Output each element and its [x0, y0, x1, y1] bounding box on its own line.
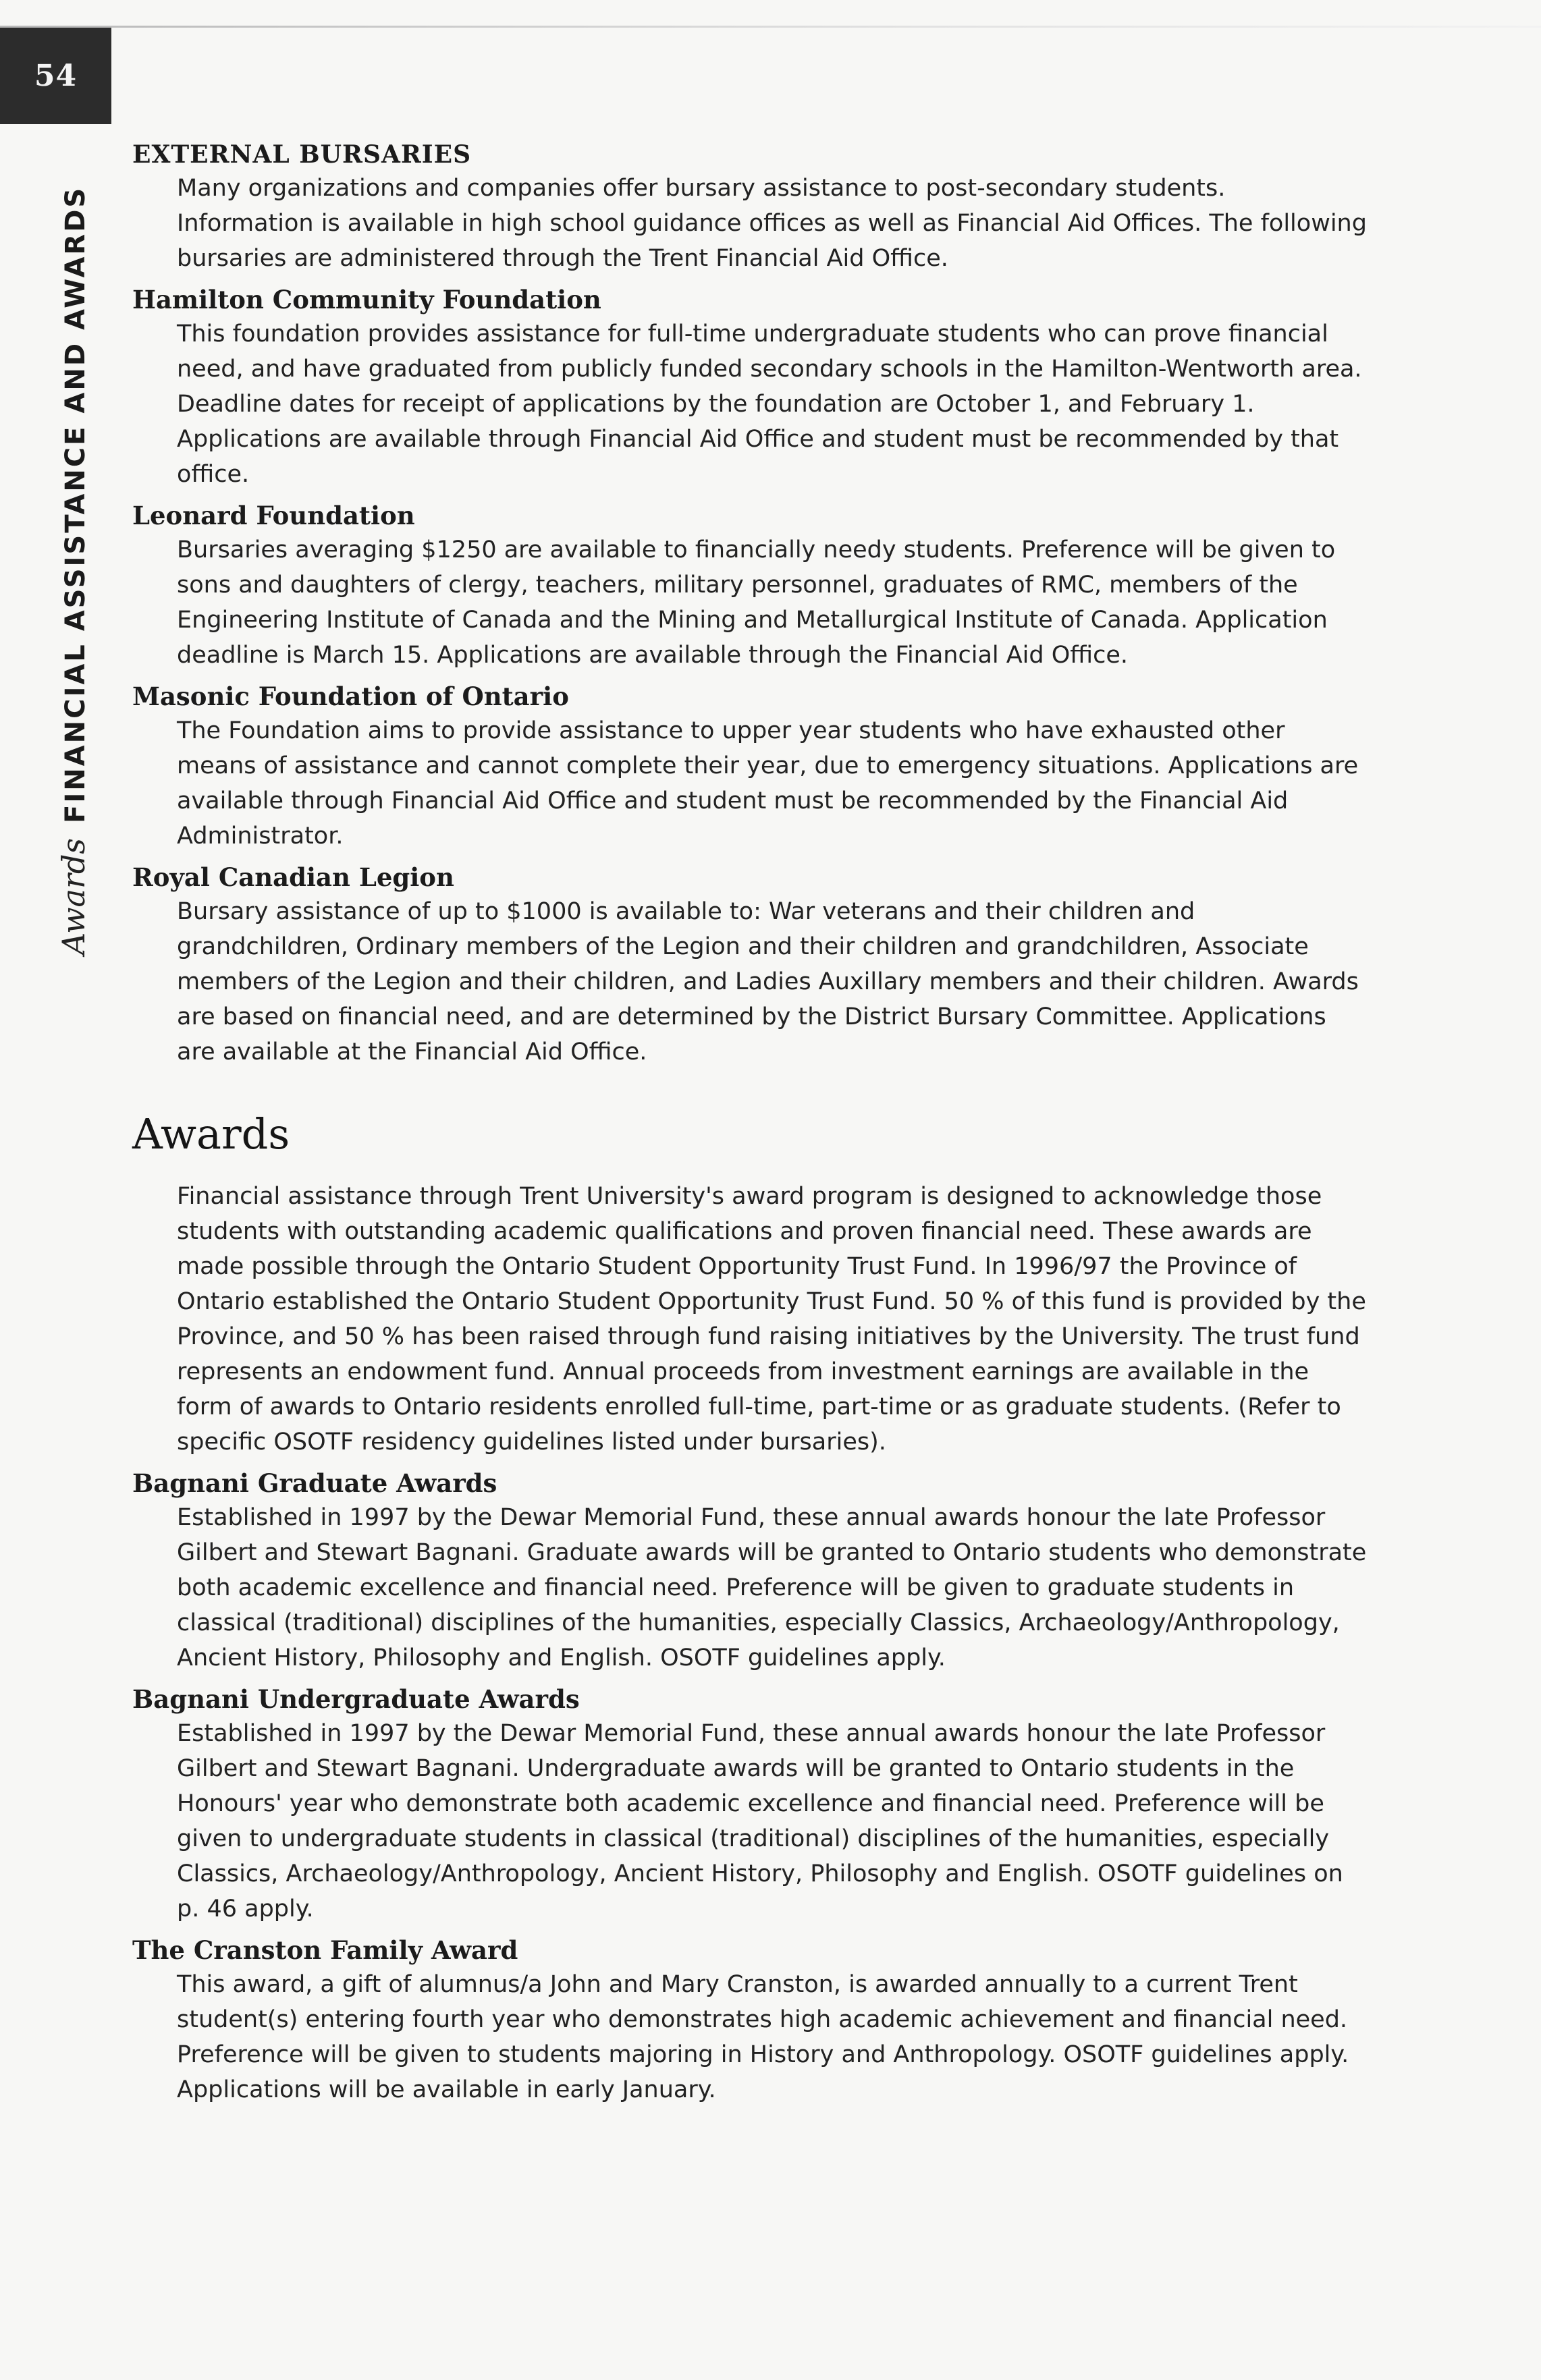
award-entry — [132, 1933, 1368, 2107]
external-bursaries-intro: Many organizations and companies offer bursary assistance to post-secondary students. Information is available in high school guidance offices as well as Financial Aid Offices. The following bursaries are administered through the Trent Financial Aid Office. — [177, 175, 1367, 272]
bursary-text: Bursary assistance of up to $1000 is available to: War veterans and their children and grandchildren, Ordinary members of the Legion and their children and grandchildren, Associate members of the Legion and their children, and Ladies Auxillary members and their children. Awards are based on financial need, and are determined by the District Bursary Committee. Applications are available at the Financial Aid Office. — [177, 898, 1359, 1066]
awards-section — [132, 1107, 1368, 2107]
page-number-tab — [0, 28, 111, 124]
bursary-title: Hamilton Community Foundation — [132, 285, 601, 314]
page-number: 54 — [34, 59, 78, 93]
external-bursaries-section — [132, 138, 1368, 1070]
awards-intro: Financial assistance through Trent University's award program is designed to acknowledge those students with outstanding academic qualifications and proven financial need. These awards are made possible through the Ontario Student Opportunity Trust Fund. In 1996/97 the Province of Ontario established the Ontario Student Opportunity Trust Fund. 50 % of this fund is provided by the Province, and 50 % has been raised through fund raising initiatives by the University. The trust fund represents an endowment fund. Annual proceeds from investment earnings are available in the form of awards to Ontario residents enrolled full-time, part-time or as graduate students. (Refer to specific OSOTF residency guidelines listed under bursaries). — [177, 1183, 1366, 1456]
external-bursaries-label: EXTERNAL BURSARIES — [132, 140, 472, 169]
award-entry — [132, 1682, 1368, 1927]
side-label-caps: FINANCIAL ASSISTANCE AND AWARDS — [60, 186, 91, 823]
bursary-title: Leonard Foundation — [132, 501, 415, 530]
bursary-entry — [132, 860, 1368, 1070]
bursary-entry — [132, 499, 1368, 673]
award-title: The Cranston Family Award — [132, 1935, 518, 1965]
award-title: Bagnani Graduate Awards — [132, 1468, 497, 1498]
award-title: Bagnani Undergraduate Awards — [132, 1684, 580, 1714]
top-rule — [0, 26, 1541, 28]
bursary-entry — [132, 680, 1368, 854]
award-text: Established in 1997 by the Dewar Memorial Fund, these annual awards honour the late Professor Gilbert and Stewart Bagnani. Graduate awards will be granted to Ontario students who demonstrate both academic excellence and financial need. Preference will be given to graduate students in classical (traditional) disciplines of the humanities, especially Classics, Archaeology/Anthropology, Ancient History, Philosophy and English. OSOTF guidelines apply. — [177, 1504, 1367, 1671]
page-content — [132, 138, 1368, 2107]
bursary-text: This foundation provides assistance for full-time undergraduate students who can prove financial need, and have graduated from publicly funded secondary schools in the Hamilton-Wentworth area. Deadline dates for receipt of applications by the foundation are October 1, and February 1. Applications are available through Financial Aid Office and student must be recommended by that office. — [177, 321, 1362, 488]
side-running-head — [55, 186, 92, 955]
side-label-italic: Awards — [55, 838, 92, 955]
award-text: This award, a gift of alumnus/a John and Mary Cranston, is awarded annually to a current Trent student(s) entering fourth year who demonstrates high academic achievement and financial need. Preference will be given to students majoring in History and Anthropology. OSOTF guidelines apply. Applications will be available in early January. — [177, 1971, 1349, 2103]
bursary-text: The Foundation aims to provide assistance to upper year students who have exhausted other means of assistance and cannot complete their year, due to emergency situations. Applications are available through Financial Aid Office and student must be recommended by the Financial Aid Administrator. — [177, 717, 1359, 850]
bursary-entry — [132, 283, 1368, 492]
award-entry — [132, 1466, 1368, 1676]
awards-heading: Awards — [132, 1109, 290, 1159]
bursary-text: Bursaries averaging $1250 are available to financially needy students. Preference will be given to sons and daughters of clergy, teachers, military personnel, graduates of RMC, members of the Engineering Institute of Canada and the Mining and Metallurgical Institute of Canada. Application deadline is March 15. Applications are available through the Financial Aid Office. — [177, 536, 1336, 669]
bursary-title: Masonic Foundation of Ontario — [132, 682, 569, 711]
bursary-title: Royal Canadian Legion — [132, 862, 454, 892]
award-text: Established in 1997 by the Dewar Memorial Fund, these annual awards honour the late Professor Gilbert and Stewart Bagnani. Undergraduate awards will be granted to Ontario students in the Honours' year who demonstrate both academic excellence and financial need. Preference will be given to undergraduate students in classical (traditional) disciplines of the humanities, especially Classics, Archaeology/Anthropology, Ancient History, Philosophy and English. OSOTF guidelines on p. 46 apply. — [177, 1720, 1343, 1922]
